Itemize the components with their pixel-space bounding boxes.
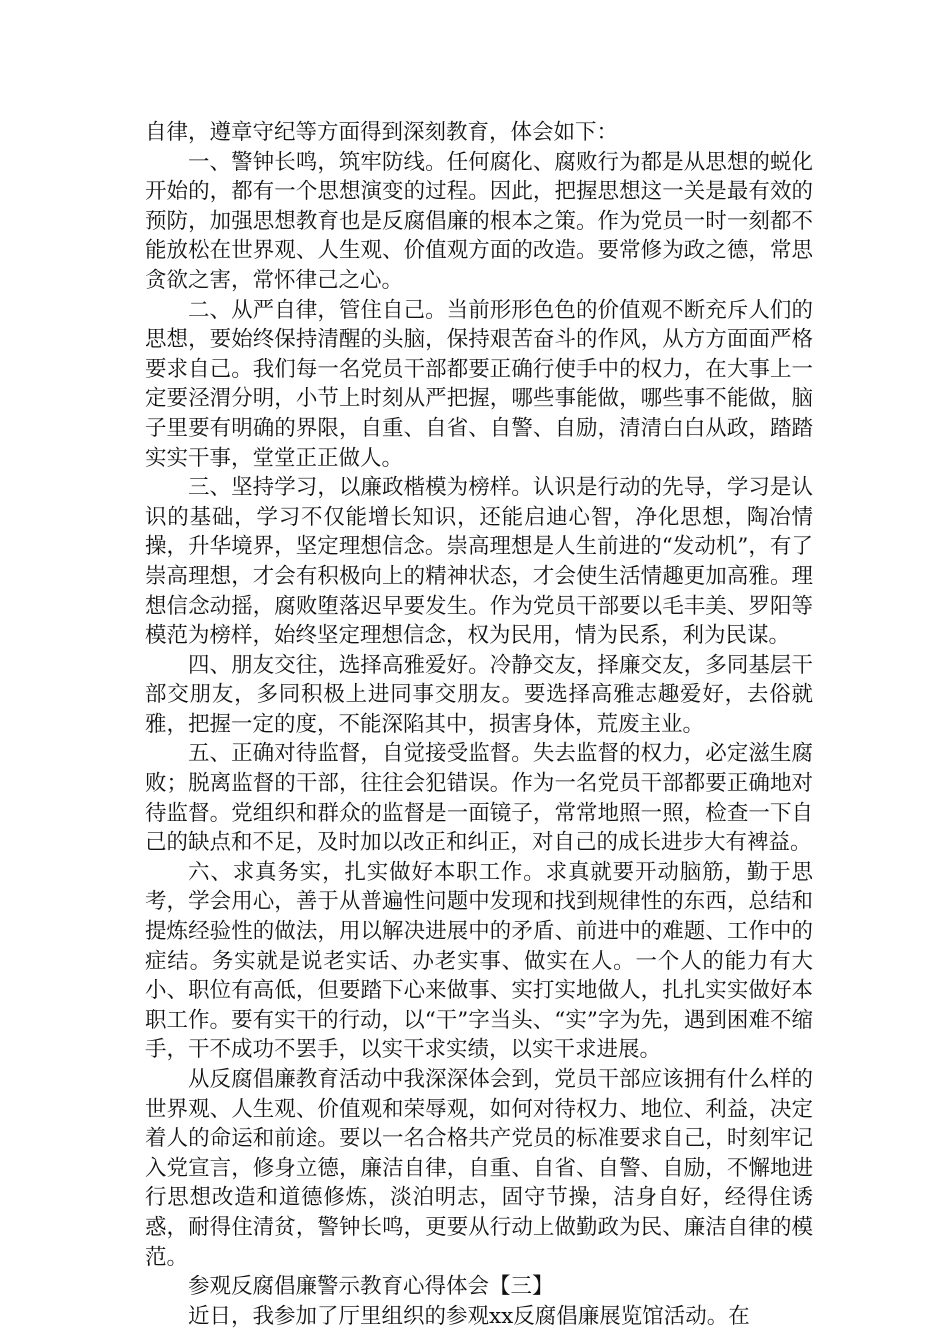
paragraph-conclusion: 从反腐倡廉教育活动中我深深体会到，党员干部应该拥有什么样的世界观、人生观、价值观和荣辱观，如何对待权力、地位、利益，决定着人的命运和前途。要以一名合格共产党员的标准要求自己，时刻牢记入党宣言，修身立德，廉洁自律，自重、自省、自警、自励，不懈地进行思想改造和道德修炼，淡泊明志，固守节操，洁身自好，经得住诱惑，耐得住清贫，警钟长鸣，更要从行动上做勤政为民、廉洁自律的模范。 [145, 1067, 813, 1270]
document-body [145, 118, 813, 1331]
paragraph-intro: 自律，遵章守纪等方面得到深刻教育，体会如下： [145, 120, 619, 145]
paragraph-point-three: 三、坚持学习，以廉政楷模为榜样。认识是行动的先导，学习是认识的基础，学习不仅能增长知识，还能启迪心智，净化思想，陶冶情操，升华境界，坚定理想信念。崇高理想是人生前进的“发动机”，有了崇高理想，才会有积极向上的精神状态，才会使生活情趣更加高雅。理想信念动摇，腐败堕落迟早要发生。作为党员干部要以毛丰美、罗阳等模范为榜样，始终坚定理想信念，权为民用，情为民系，利为民谋。 [145, 475, 813, 649]
section-heading: 参观反腐倡廉警示教育心得体会【三】 [188, 1274, 554, 1300]
paragraph-point-six: 六、求真务实，扎实做好本职工作。求真就要开动脑筋，勤于思考，学会用心，善于从普遍性问题中发现和找到规律性的东西，总结和提炼经验性的做法，用以解决进展中的矛盾、前进中的难题、工作中的症结。务实就是说老实话、办老实事、做实在人。一个人的能力有大小、职位有高低，但要踏下心来做事、实打实地做人，扎扎实实做好本职工作。要有实干的行动，以“干”字当头、“实”字为先，遇到困难不缩手，干不成功不罢手，以实干求实绩，以实干求进展。 [145, 859, 813, 1063]
paragraph-point-one: 一、警钟长鸣，筑牢防线。任何腐化、腐败行为都是从思想的蜕化开始的，都有一个思想演变的过程。因此，把握思想这一关是最有效的预防，加强思想教育也是反腐倡廉的根本之策。作为党员一时一刻都不能放松在世界观、人生观、价值观方面的改造。要常修为政之德，常思贪欲之害，常怀律己之心。 [145, 149, 813, 293]
paragraph-next-section-start: 近日，我参加了厅里组织的参观xx反腐倡廉展览馆活动。在 [188, 1303, 750, 1329]
paragraph-point-two: 二、从严自律，管住自己。当前形形色色的价值观不断充斥人们的思想，要始终保持清醒的头脑，保持艰苦奋斗的作风，从方方面面严格要求自己。我们每一名党员干部都要正确行使手中的权力，在大事上一定要泾渭分明，小节上时刻从严把握，哪些事能做，哪些事不能做，脑子里要有明确的界限，自重、自省、自警、自励，清清白白从政，踏踏实实干事，堂堂正正做人。 [145, 297, 813, 471]
paragraph-point-four: 四、朋友交往，选择高雅爱好。冷静交友，择廉交友，多同基层干部交朋友，多同积极上进同事交朋友。要选择高雅志趣爱好，去俗就雅，把握一定的度，不能深陷其中，损害身体，荒废主业。 [145, 652, 813, 737]
paragraph-point-five: 五、正确对待监督，自觉接受监督。失去监督的权力，必定滋生腐败；脱离监督的干部，往往会犯错误。作为一名党员干部都要正确地对待监督。党组织和群众的监督是一面镜子，常常地照一照，检查一下自己的缺点和不足，及时加以改正和纠正，对自己的成长进步大有裨益。 [145, 741, 813, 856]
